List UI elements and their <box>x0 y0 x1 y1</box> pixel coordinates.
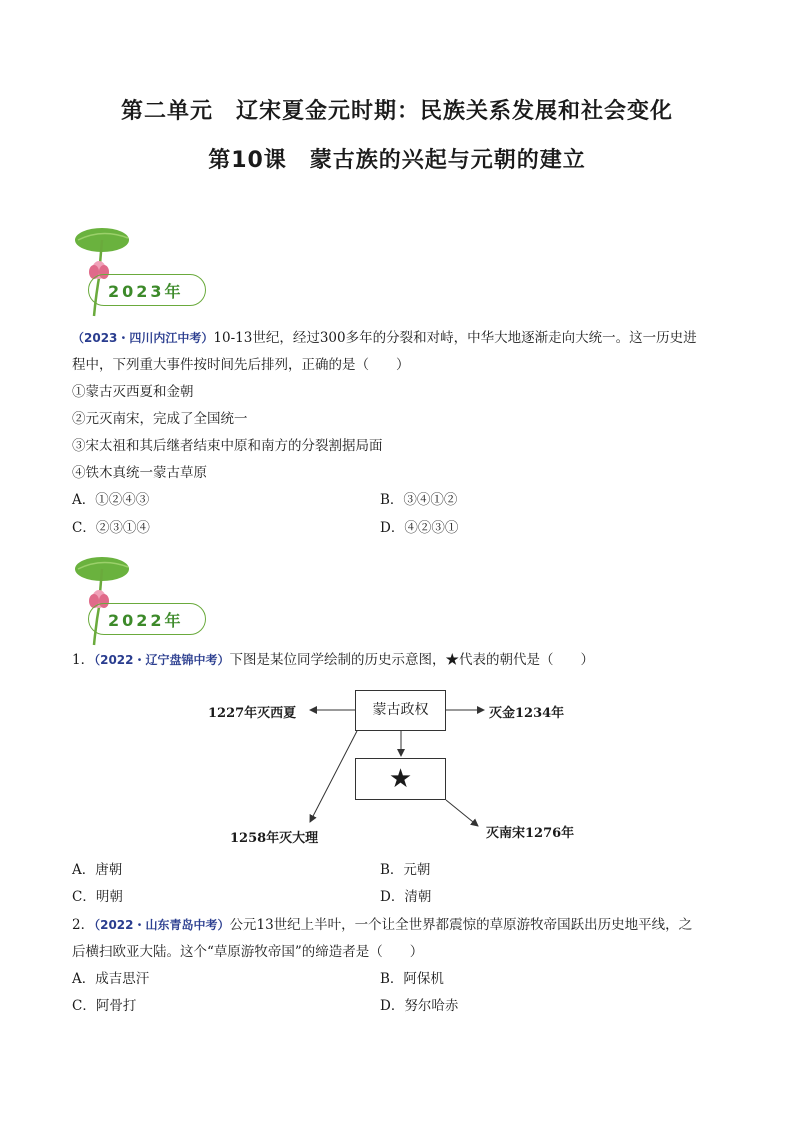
option-a[interactable]: A．唐朝 <box>72 862 123 878</box>
question-source: （2022・辽宁盘锦中考） <box>94 653 230 667</box>
year-label: 2023年 <box>108 282 184 301</box>
stem-text: 10-13世纪，经过300多年的分裂和对峙，中华大地逐渐走向大统一。这一历史进 <box>213 330 697 346</box>
list-item: ①蒙古灭西夏和金朝 <box>72 384 194 400</box>
diagram-star-box: ★ <box>355 758 446 800</box>
list-item: ②元灭南宋，完成了全国统一 <box>72 411 248 427</box>
diagram-center-box: 蒙古政权 <box>355 690 446 731</box>
question-source: （2023・四川内江中考） <box>72 331 214 345</box>
option-c[interactable]: C．明朝 <box>72 889 123 905</box>
stem-text: 公元13世纪上半叶，一个让全世界都震惊的草原游牧帝国跃出历史地平线，之 <box>229 917 693 933</box>
question-stem-cont: 后横扫欧亚大陆。这个“草原游牧帝国”的缔造者是（ ） <box>72 944 424 960</box>
diagram-label-left: 1227年灭西夏 <box>208 706 297 721</box>
option-c[interactable]: C．②③①④ <box>72 520 150 536</box>
option-d[interactable]: D．清朝 <box>380 889 432 905</box>
option-a[interactable]: A．成吉思汗 <box>72 971 150 987</box>
lesson-title: 第10课 蒙古族的兴起与元朝的建立 <box>208 148 586 173</box>
option-b[interactable]: B．阿保机 <box>380 971 444 987</box>
option-b[interactable]: B．元朝 <box>380 862 431 878</box>
option-d[interactable]: D．努尔哈赤 <box>380 998 459 1014</box>
question-stem <box>72 916 732 934</box>
question-stem-cont: 程中，下列重大事件按时间先后排列，正确的是（ ） <box>72 357 410 373</box>
question-source: （2022・山东青岛中考） <box>94 918 230 932</box>
list-item: ③宋太祖和其后继者结束中原和南方的分裂割据局面 <box>72 438 383 454</box>
option-a[interactable]: A．①②④③ <box>72 492 150 508</box>
diagram-label-bottom-right: 灭南宋1276年 <box>486 826 575 841</box>
question-number: 1． <box>72 652 95 668</box>
diagram-label-bottom-left: 1258年灭大理 <box>230 831 319 846</box>
option-d[interactable]: D．④②③① <box>380 520 459 536</box>
list-item: ④铁木真统一蒙古草原 <box>72 465 207 481</box>
unit-title: 第二单元 辽宋夏金元时期：民族关系发展和社会变化 <box>120 99 673 124</box>
question-number: 2． <box>72 917 95 933</box>
stem-text: 下图是某位同学绘制的历史示意图，★代表的朝代是（ ） <box>229 652 594 668</box>
option-b[interactable]: B．③④①② <box>380 492 458 508</box>
diagram-label-right: 灭金1234年 <box>489 706 565 721</box>
year-label: 2022年 <box>108 611 184 630</box>
option-c[interactable]: C．阿骨打 <box>72 998 137 1014</box>
